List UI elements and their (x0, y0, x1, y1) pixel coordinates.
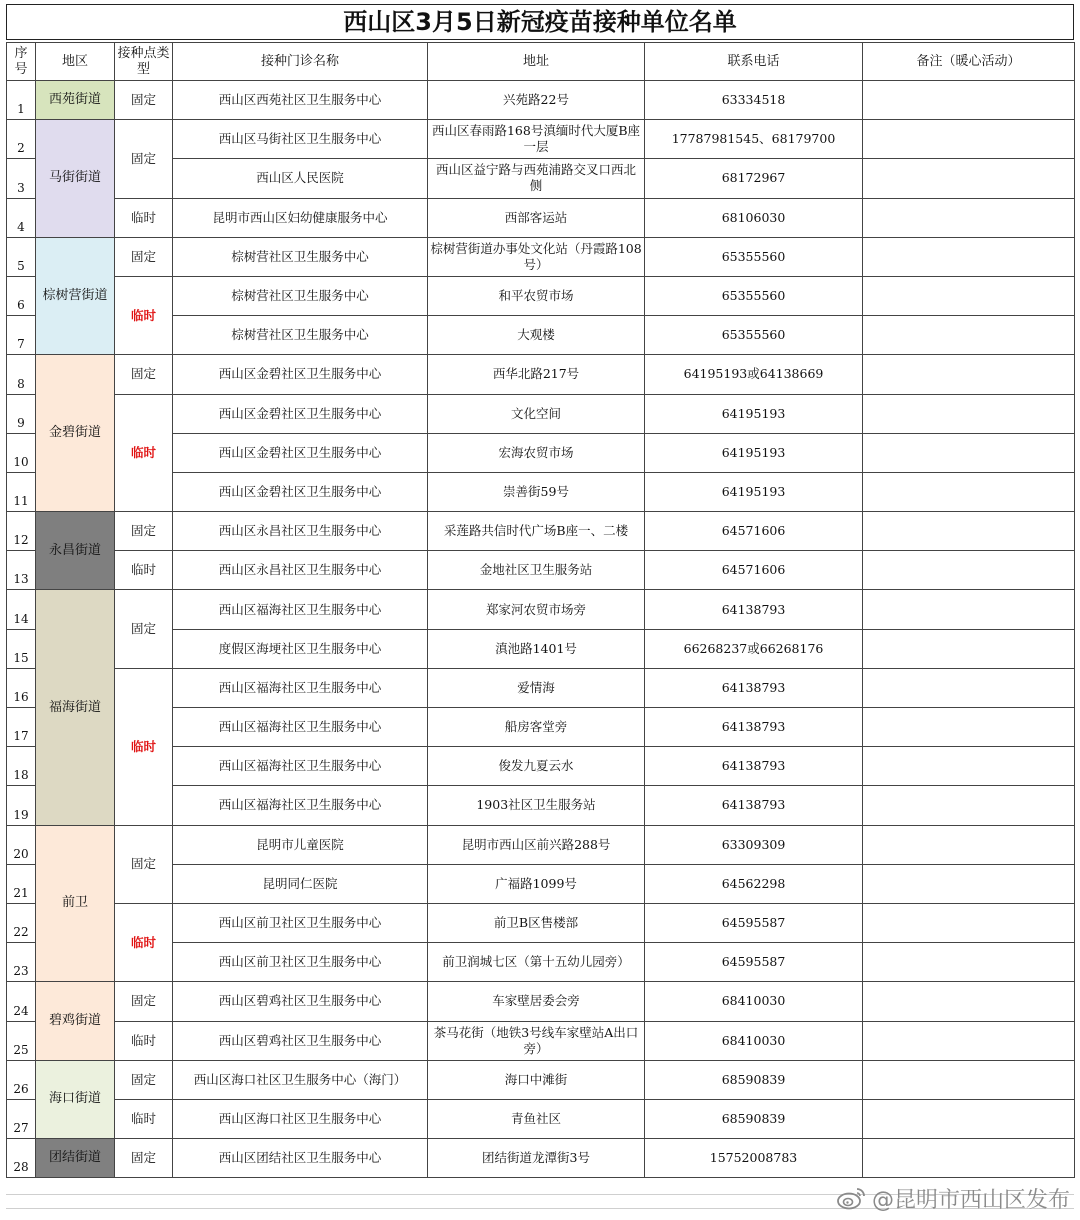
row-type: 临时 (115, 1099, 173, 1138)
row-district: 棕树营街道 (36, 237, 115, 355)
row-clinic: 西山区福海社区卫生服务中心 (173, 747, 428, 786)
row-phone: 63334518 (645, 81, 863, 120)
table-row (7, 903, 1075, 942)
row-seq: 17 (7, 708, 36, 747)
row-address: 金地社区卫生服务站 (428, 551, 645, 590)
row-phone: 15752008783 (645, 1139, 863, 1178)
row-note (863, 120, 1075, 159)
row-clinic: 西山区福海社区卫生服务中心 (173, 668, 428, 707)
row-phone: 64571606 (645, 512, 863, 551)
row-address: 文化空间 (428, 394, 645, 433)
row-phone: 68410030 (645, 982, 863, 1021)
table-row (7, 512, 1075, 551)
row-note (863, 472, 1075, 511)
row-phone: 68590839 (645, 1099, 863, 1138)
header-type: 接种点类型 (115, 43, 173, 81)
table-row (7, 1021, 1075, 1060)
row-type: 固定 (115, 825, 173, 903)
row-seq: 6 (7, 276, 36, 315)
row-type: 临时 (115, 551, 173, 590)
table-row (7, 551, 1075, 590)
row-note (863, 903, 1075, 942)
row-phone: 66268237或66268176 (645, 629, 863, 668)
row-type: 固定 (115, 512, 173, 551)
table-row (7, 237, 1075, 276)
row-note (863, 433, 1075, 472)
row-phone: 17787981545、68179700 (645, 120, 863, 159)
row-seq: 22 (7, 903, 36, 942)
row-type: 临时 (115, 276, 173, 354)
row-note (863, 316, 1075, 355)
table-row (7, 81, 1075, 120)
table-row (7, 982, 1075, 1021)
table-row (7, 668, 1075, 707)
row-seq: 9 (7, 394, 36, 433)
table-row (7, 825, 1075, 864)
row-seq: 27 (7, 1099, 36, 1138)
row-seq: 5 (7, 237, 36, 276)
row-district: 海口街道 (36, 1060, 115, 1138)
row-seq: 24 (7, 982, 36, 1021)
row-type: 固定 (115, 120, 173, 198)
weibo-icon (836, 1186, 866, 1210)
row-note (863, 551, 1075, 590)
row-clinic: 西山区金碧社区卫生服务中心 (173, 472, 428, 511)
row-seq: 13 (7, 551, 36, 590)
row-note (863, 276, 1075, 315)
table-row (7, 590, 1075, 629)
row-address: 广福路1099号 (428, 864, 645, 903)
row-note (863, 1099, 1075, 1138)
row-note (863, 237, 1075, 276)
row-seq: 12 (7, 512, 36, 551)
row-note (863, 590, 1075, 629)
row-address: 宏海农贸市场 (428, 433, 645, 472)
row-phone: 65355560 (645, 276, 863, 315)
row-type: 临时 (115, 198, 173, 237)
row-phone: 64138793 (645, 590, 863, 629)
row-district: 福海街道 (36, 590, 115, 825)
row-seq: 10 (7, 433, 36, 472)
row-address: 俊发九夏云水 (428, 747, 645, 786)
row-clinic: 度假区海埂社区卫生服务中心 (173, 629, 428, 668)
row-note (863, 159, 1075, 198)
row-address: 滇池路1401号 (428, 629, 645, 668)
row-address: 崇善街59号 (428, 472, 645, 511)
header-address: 地址 (428, 43, 645, 81)
row-note (863, 512, 1075, 551)
row-note (863, 864, 1075, 903)
row-phone: 65355560 (645, 237, 863, 276)
row-seq: 7 (7, 316, 36, 355)
row-clinic: 西山区福海社区卫生服务中心 (173, 786, 428, 825)
row-seq: 23 (7, 943, 36, 982)
row-clinic: 西山区福海社区卫生服务中心 (173, 708, 428, 747)
row-phone: 65355560 (645, 316, 863, 355)
row-clinic: 西山区前卫社区卫生服务中心 (173, 943, 428, 982)
row-district: 碧鸡街道 (36, 982, 115, 1060)
row-clinic: 西山区西苑社区卫生服务中心 (173, 81, 428, 120)
row-address: 郑家河农贸市场旁 (428, 590, 645, 629)
row-type: 固定 (115, 1060, 173, 1099)
row-clinic: 西山区碧鸡社区卫生服务中心 (173, 982, 428, 1021)
row-type: 固定 (115, 355, 173, 394)
row-note (863, 1060, 1075, 1099)
row-phone: 64195193 (645, 472, 863, 511)
watermark (836, 1181, 1070, 1215)
row-address: 昆明市西山区前兴路288号 (428, 825, 645, 864)
row-address: 海口中滩街 (428, 1060, 645, 1099)
row-address: 前卫B区售楼部 (428, 903, 645, 942)
row-type: 临时 (115, 1021, 173, 1060)
row-clinic: 西山区团结社区卫生服务中心 (173, 1139, 428, 1178)
row-address: 团结街道龙潭街3号 (428, 1139, 645, 1178)
row-clinic: 西山区金碧社区卫生服务中心 (173, 355, 428, 394)
row-clinic: 西山区海口社区卫生服务中心 (173, 1099, 428, 1138)
header-note: 备注（暖心活动） (863, 43, 1075, 81)
table-row (7, 355, 1075, 394)
row-district: 西苑街道 (36, 81, 115, 120)
row-clinic: 昆明市西山区妇幼健康服务中心 (173, 198, 428, 237)
row-seq: 3 (7, 159, 36, 198)
row-type: 固定 (115, 237, 173, 276)
header-district: 地区 (36, 43, 115, 81)
row-phone: 64138793 (645, 786, 863, 825)
row-clinic: 西山区碧鸡社区卫生服务中心 (173, 1021, 428, 1060)
row-type: 固定 (115, 590, 173, 668)
row-address: 兴苑路22号 (428, 81, 645, 120)
row-address: 车家壁居委会旁 (428, 982, 645, 1021)
row-seq: 20 (7, 825, 36, 864)
table-header-row (7, 43, 1075, 81)
row-phone: 64195193 (645, 394, 863, 433)
watermark-text: @昆明市西山区发布 (871, 1187, 1070, 1213)
row-note (863, 747, 1075, 786)
row-phone: 64195193或64138669 (645, 355, 863, 394)
row-district: 前卫 (36, 825, 115, 982)
row-seq: 11 (7, 472, 36, 511)
row-district: 金碧街道 (36, 355, 115, 512)
row-clinic: 西山区金碧社区卫生服务中心 (173, 394, 428, 433)
row-clinic: 西山区马街社区卫生服务中心 (173, 120, 428, 159)
row-address: 和平农贸市场 (428, 276, 645, 315)
row-clinic: 西山区海口社区卫生服务中心（海门） (173, 1060, 428, 1099)
row-seq: 8 (7, 355, 36, 394)
header-clinic: 接种门诊名称 (173, 43, 428, 81)
row-phone: 64195193 (645, 433, 863, 472)
row-clinic: 昆明市儿童医院 (173, 825, 428, 864)
row-clinic: 西山区人民医院 (173, 159, 428, 198)
row-phone: 68106030 (645, 198, 863, 237)
row-clinic: 棕树营社区卫生服务中心 (173, 316, 428, 355)
row-type: 临时 (115, 394, 173, 512)
table-row (7, 1099, 1075, 1138)
row-seq: 21 (7, 864, 36, 903)
row-seq: 16 (7, 668, 36, 707)
row-phone: 64138793 (645, 708, 863, 747)
row-seq: 25 (7, 1021, 36, 1060)
row-phone: 64562298 (645, 864, 863, 903)
row-district: 永昌街道 (36, 512, 115, 590)
table-row (7, 1139, 1075, 1178)
table-row (7, 120, 1075, 159)
row-seq: 19 (7, 786, 36, 825)
row-clinic: 西山区金碧社区卫生服务中心 (173, 433, 428, 472)
row-note (863, 943, 1075, 982)
row-address: 茶马花街（地铁3号线车家壁站A出口旁） (428, 1021, 645, 1060)
row-address: 西山区益宁路与西苑浦路交叉口西北侧 (428, 159, 645, 198)
row-address: 青鱼社区 (428, 1099, 645, 1138)
row-note (863, 708, 1075, 747)
table-row (7, 394, 1075, 433)
row-phone: 68590839 (645, 1060, 863, 1099)
row-phone: 68172967 (645, 159, 863, 198)
row-phone: 64138793 (645, 668, 863, 707)
row-address: 前卫润城七区（第十五幼儿园旁） (428, 943, 645, 982)
row-note (863, 668, 1075, 707)
row-note (863, 1139, 1075, 1178)
header-seq: 序号 (7, 43, 36, 81)
row-note (863, 81, 1075, 120)
row-seq: 15 (7, 629, 36, 668)
row-note (863, 629, 1075, 668)
row-address: 西华北路217号 (428, 355, 645, 394)
row-phone: 64138793 (645, 747, 863, 786)
row-address: 1903社区卫生服务站 (428, 786, 645, 825)
table-row (7, 198, 1075, 237)
row-clinic: 西山区前卫社区卫生服务中心 (173, 903, 428, 942)
row-note (863, 982, 1075, 1021)
row-type: 固定 (115, 1139, 173, 1178)
row-clinic: 西山区福海社区卫生服务中心 (173, 590, 428, 629)
sheet-title: 西山区3月5日新冠疫苗接种单位名单 (6, 4, 1074, 40)
row-phone: 64571606 (645, 551, 863, 590)
table-row (7, 1060, 1075, 1099)
row-clinic: 棕树营社区卫生服务中心 (173, 237, 428, 276)
row-seq: 18 (7, 747, 36, 786)
table-row (7, 276, 1075, 315)
row-note (863, 786, 1075, 825)
row-address: 西部客运站 (428, 198, 645, 237)
vaccination-sites-table (6, 42, 1075, 1178)
row-clinic: 西山区永昌社区卫生服务中心 (173, 551, 428, 590)
row-type: 临时 (115, 668, 173, 825)
header-phone: 联系电话 (645, 43, 863, 81)
row-phone: 64595587 (645, 903, 863, 942)
row-district: 马街街道 (36, 120, 115, 238)
row-note (863, 355, 1075, 394)
row-district: 团结街道 (36, 1139, 115, 1178)
row-note (863, 825, 1075, 864)
row-type: 固定 (115, 81, 173, 120)
row-address: 西山区春雨路168号滇缅时代大厦B座一层 (428, 120, 645, 159)
row-type: 固定 (115, 982, 173, 1021)
row-seq: 2 (7, 120, 36, 159)
row-clinic: 西山区永昌社区卫生服务中心 (173, 512, 428, 551)
row-note (863, 1021, 1075, 1060)
row-phone: 63309309 (645, 825, 863, 864)
row-address: 船房客堂旁 (428, 708, 645, 747)
row-clinic: 棕树营社区卫生服务中心 (173, 276, 428, 315)
row-address: 棕树营街道办事处文化站（丹霞路108号） (428, 237, 645, 276)
row-address: 大观楼 (428, 316, 645, 355)
row-seq: 4 (7, 198, 36, 237)
row-address: 采莲路共信时代广场B座一、二楼 (428, 512, 645, 551)
row-address: 爱情海 (428, 668, 645, 707)
row-phone: 64595587 (645, 943, 863, 982)
row-seq: 26 (7, 1060, 36, 1099)
row-seq: 14 (7, 590, 36, 629)
row-seq: 1 (7, 81, 36, 120)
row-type: 临时 (115, 903, 173, 981)
row-note (863, 198, 1075, 237)
row-seq: 28 (7, 1139, 36, 1178)
row-clinic: 昆明同仁医院 (173, 864, 428, 903)
row-note (863, 394, 1075, 433)
row-phone: 68410030 (645, 1021, 863, 1060)
